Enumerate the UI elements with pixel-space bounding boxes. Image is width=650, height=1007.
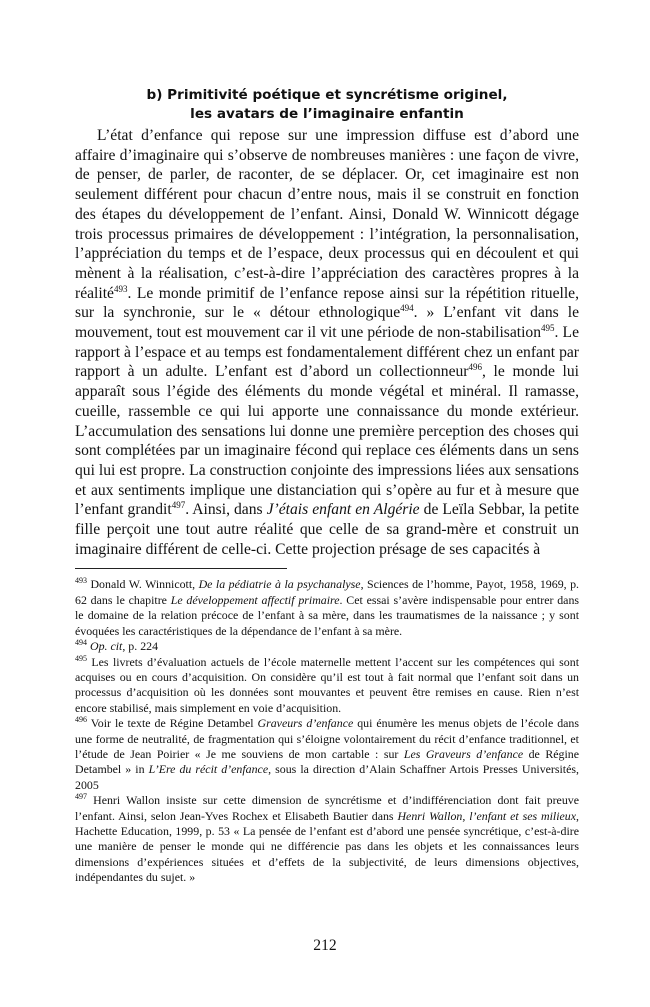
footnote-title: Graveurs d’enfance [257,716,354,731]
footnotes [75,577,579,885]
body-paragraph [75,126,579,559]
page-number: 212 [313,937,337,954]
footnote-text: , sous la direction d’Alain Schaffner Artois Presses Universités, 2005 [75,762,579,792]
footnote-number: 497 [75,792,87,802]
footnote-title: Les Graveurs d’enfance [403,746,524,761]
body-text-segment: L’état d’enfance qui repose sur une impression diffuse est d’abord une affaire d’imaginaire qui s’observe de nombreuses manières : une façon de vivre, de penser, de parler, de raconter, de se déplacer. Or, cet imaginaire est non seulement différent pour chacun d’entre nous, mais il se construit en fonction des étapes du développement de l’enfant. Ainsi, Donald W. Winnicott dégage trois processus primaires de développement : l’intégration, la personnalisation, l’appréciation du temps et de l’espace, deux processus qui en découlent et qui mènent à la réalisation, c’est-à-dire l’appréciation des caractères propres à la réalité [75,127,579,302]
footnote-title: Le développement affectif primaire [170,592,340,607]
footnote-title: L’Ere du récit d’enfance [148,762,269,777]
section-heading [75,86,579,124]
body-text-segment: . Le monde primitif de l’enfance repose ainsi sur la répétition rituelle, sur la synchronie, sur le « détour ethnologique [75,284,579,322]
book-title: J’étais enfant en Algérie [266,501,420,519]
footnote-ref[interactable]: 495 [541,322,555,333]
footnote-text: , Hachette Education, 1999, p. 53 « La pensée de l’enfant est d’abord une pensée syncrétique, c’est-à-dire une manière de penser le monde qui ne différencie pas dans les objets et les connaissances leurs dimensions d’expériences situées et d’effets de la subjectivité, de leurs dimensions objectives, indépendantes du sujet. » [75,808,579,885]
footnote-title: Op. cit [89,639,123,654]
footnote-ref[interactable]: 497 [171,500,186,511]
footnote-text: Voir le texte de Régine Detambel [87,716,258,731]
page-content [75,86,579,886]
footnote-text: Les livrets d’évaluation actuels de l’école maternelle mettent l’accent sur les compétences qui sont acquises ou en cours d’acquisition. On considère qu’il est tout à fait normal que l’enfant soit dans un processus d’acquisition où les données sont mouvantes et peuvent être remises en cause. Rien n’est encore stabilisé, mais simplement en voie d’acquisition. [75,654,579,715]
body-text-segment: . Le rapport à l’espace et au temps est fondamentalement différent chez un enfant par rapport à un adulte. L’enfant est d’abord un collectionneur [75,324,579,381]
section-heading-line-1: b) Primitivité poétique et syncrétisme originel, [146,87,508,103]
footnote-ref[interactable]: 494 [400,303,414,314]
footnote-495 [75,655,579,717]
footnote-number: 494 [75,638,87,648]
footnote-497 [75,793,579,885]
footnote-number: 493 [75,576,87,586]
body-text-segment: de Leïla Sebbar, la petite fille perçoit une tout autre réalité que celle de sa grand-mère et construit un imaginaire différent de celle-ci. Cette projection présage de ses capacités à [75,501,579,558]
body-text-segment: , le monde lui apparaît sous l’égide des éléments du monde végétal et minéral. Il ramasse, cueille, rassemble ce qui lui apporte une connaissance du monde extérieur. L’accumulation des sensations lui donne une première perception des choses qui sont complétées par un imaginaire fécond qui replace ces éléments dans un sens qui lui est propre. La construction conjointe des impressions liées aux sensations et aux sentiments implique une distanciation qui s’opère au fur et à mesure que l’enfant grandit [75,363,579,519]
footnote-text: Donald W. Winnicott, [87,577,199,592]
footnote-text: , Sciences de l’homme, Payot, 1958, 1969, p. 62 dans le chapitre [75,577,579,607]
footnote-text: de Régine Detambel » in [75,746,579,777]
footnote-text: qui énumère les menus objets de l’école dans une forme de neutralité, de fragmentation qui s’éloigne volontairement du récit d’enfance traditionnel, et l’étude de Jean Poirier « Je me souviens de mon cartable : sur [75,716,580,761]
footnote-ref[interactable]: 496 [468,362,483,373]
footnote-text: , p. 224 [122,639,159,654]
footnote-493 [75,577,579,639]
footnote-separator [75,568,287,569]
footnote-ref[interactable]: 493 [113,283,128,294]
body-text-segment: . » L’enfant vit dans le mouvement, tout est mouvement car il vit une période de non-stabilisation [75,304,579,342]
footnote-496 [75,716,579,793]
section-heading-line-2: les avatars de l’imaginaire enfantin [190,106,464,122]
footnote-title: Henri Wallon, l’enfant et ses milieux [397,808,577,823]
footnote-number: 495 [75,653,87,663]
footnote-title: De la pédiatrie à la psychanalyse [198,577,361,592]
footnote-number: 496 [75,715,87,725]
footnote-text: . Cet essai s’avère indispensable pour entrer dans le domaine de la relation précoce de l’enfant à sa mère, dans les traumatismes de la naissance ; y sont évoquées les caractéristiques de la dépendance de l’enfant à sa mère. [75,592,580,638]
body-text-segment: . Ainsi, dans [185,501,267,519]
footnote-494 [75,639,579,654]
footnote-text: Henri Wallon insiste sur cette dimension de syncrétisme et d’indifférenciation dont fait preuve l’enfant. Ainsi, selon Jean-Yves Rochex et Elisabeth Bautier dans [75,793,579,823]
